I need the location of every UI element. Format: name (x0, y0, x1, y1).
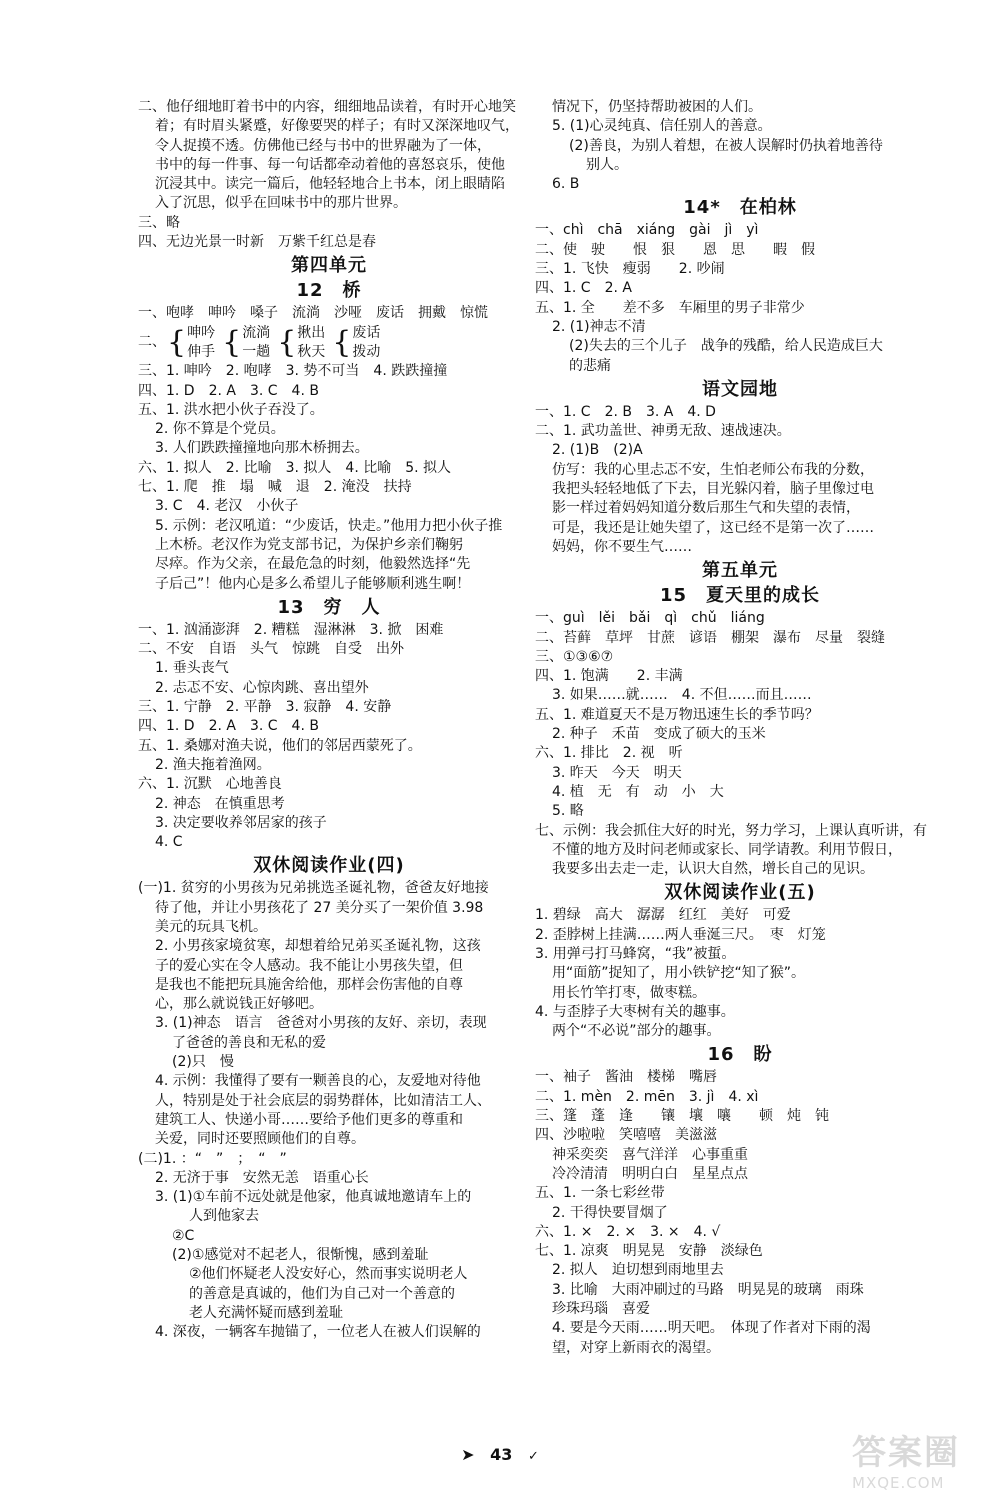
answer-line: 两个“不必说”部分的趣事。 (552, 1023, 721, 1040)
answer-line: 的悲痛 (569, 357, 611, 374)
answer-line: 3. C 4. 老汉 小伙子 (155, 498, 299, 515)
answer-line: 6. B (552, 176, 580, 193)
watermark-text: 答案圈 (852, 1433, 960, 1473)
word: 呻吟 (187, 324, 216, 341)
answer-line: 关爱，同时还要照顾他们的自尊。 (155, 1131, 365, 1148)
answer-line: 2. 无济于事 安然无恙 语重心长 (155, 1169, 369, 1186)
answer-line: 心，那么就说钱正好够吧。 (155, 996, 323, 1013)
answer-line: 5. 略 (552, 803, 584, 820)
answer-line: 四、沙啦啦 笑嘻嘻 美滋滋 (535, 1127, 717, 1144)
answer-line: 四、1. D 2. A 3. C 4. B (138, 718, 319, 735)
answer-line: 3. 如果……就…… 4. 不但……而且…… (552, 687, 812, 704)
answer-line: 是我也不能把玩具施舍给他，那样会伤害他的自尊 (155, 976, 463, 993)
answer-line: 着；有时眉头紧蹙，好像要哭的样子；有时又深深地叹气， (155, 118, 519, 135)
word: 伸手 (187, 343, 216, 360)
answer-prefix: 二、 (138, 334, 166, 351)
answer-line: 4. 与歪脖子大枣树有关的趣事。 (535, 1003, 735, 1020)
decoration-icon: ✓ (527, 1449, 539, 1464)
word: 秋天 (297, 343, 326, 360)
answer-line: 三、1. 宁静 2. 平静 3. 寂静 4. 安静 (138, 699, 392, 716)
answer-line: 三、略 (138, 214, 180, 231)
answer-line: 五、1. 难道夏天不是万物迅速生长的季节吗？ (535, 706, 819, 723)
section-heading: 16 盼 (707, 1044, 773, 1066)
left-column (138, 98, 520, 1343)
answer-line: 不懂的地方及时问老师或家长、同学请教。利用节假日， (552, 841, 902, 858)
answer-line: 沉浸其中。读完一篇后，他轻轻地合上书本，闭上眼睛陷 (155, 176, 505, 193)
answer-line: 1. 垂头丧气 (155, 660, 229, 677)
answer-line: 一、咆哮 呻吟 嗓子 流淌 沙哑 废话 拥戴 惊慌 (138, 305, 488, 322)
answer-line: 建筑工人、快递小哥……要给予他们更多的尊重和 (155, 1111, 463, 1128)
word-pair (242, 324, 270, 363)
section-heading: 语文园地 (702, 378, 778, 400)
word: 废话 (352, 324, 381, 341)
answer-line: 了爸爸的善良和无私的爱 (172, 1034, 326, 1051)
answer-line: 2. (1)神志不清 (552, 318, 646, 335)
answer-line: 尽瘁。作为父亲，在最危急的时刻，他毅然选择“先 (155, 556, 471, 573)
answer-line: 三、①③⑥⑦ (535, 648, 614, 665)
answer-line: 老人充满怀疑而感到羞耻 (189, 1304, 343, 1321)
answer-line: 妈妈，你不要生气…… (552, 538, 692, 555)
section-heading: 12 桥 (296, 280, 362, 302)
answer-line: 2. 忐忑不安、心惊肉跳、喜出望外 (155, 679, 369, 696)
answer-line: 2. 拟人 迫切想到雨地里去 (552, 1262, 724, 1279)
answer-line: 五、1. 一条七彩丝带 (535, 1185, 665, 1202)
answer-line: 六、1. 排比 2. 视 听 (535, 745, 683, 762)
answer-line: 六、1. 沉默 心地善良 (138, 776, 282, 793)
answer-line: 仿写：我的心里忐忑不安，生怕老师公布我的分数， (552, 461, 874, 478)
section-heading: 双休阅读作业(四) (253, 855, 405, 877)
answer-line: 一、guì lěi bǎi qì chǔ liáng (535, 610, 765, 627)
answer-line: 2. 干得快要冒烟了 (552, 1204, 668, 1221)
answer-line: 三、1. 呻吟 2. 咆哮 3. 势不可当 4. 跌跌撞撞 (138, 363, 448, 380)
answer-line: 2. (1)B (2)A (552, 442, 643, 459)
answer-line: 神采奕奕 喜气洋洋 心事重重 (552, 1146, 748, 1163)
answer-line: 三、1. 飞快 瘦弱 2. 吵闹 (535, 261, 725, 278)
section-heading: 双休阅读作业(五) (664, 882, 816, 904)
answer-line: 2. 种子 禾苗 变成了硕大的玉米 (552, 726, 766, 743)
answer-line: 书中的每一件事、每一句话都牵动着他的喜怒哀乐，使他 (155, 156, 505, 173)
answer-line: 3. 比喻 大雨冲刷过的马路 明晃晃的玻璃 雨珠 (552, 1281, 864, 1298)
answer-line: 七、1. 凉爽 明晃晃 安静 淡绿色 (535, 1243, 763, 1260)
bracket-answer-row (138, 324, 520, 363)
answer-line: 六、1. 拟人 2. 比喻 3. 拟人 4. 比喻 5. 拟人 (138, 459, 452, 476)
section-heading: 第四单元 (291, 255, 367, 277)
answer-line: 2. 神态 在慎重思考 (155, 795, 285, 812)
answer-line: 一、chì chā xiáng gài jì yì (535, 222, 759, 239)
answer-line: 五、1. 全 差不多 车厢里的男子非常少 (535, 299, 805, 316)
answer-line: 人到他家去 (189, 1208, 259, 1225)
answer-line: 四、1. D 2. A 3. C 4. B (138, 382, 319, 399)
answer-line: (2)只 慢 (172, 1054, 234, 1071)
brace-glyph: { (167, 324, 187, 360)
answer-line: 4. 示例：我懂得了要有一颗善良的心，友爱地对待他 (155, 1073, 481, 1090)
answer-line: 人，特别是处于社会底层的弱势群体，比如清洁工人、 (155, 1092, 491, 1109)
answer-line: 子的爱心实在令人感动。我不能让小男孩失望，但 (155, 957, 463, 974)
answer-line: 3. 人们跌跌撞撞地向那木桥拥去。 (155, 440, 369, 457)
answer-line: (二)1. ：“ ” ； “ ” (138, 1150, 287, 1167)
answer-line: 我要多出去走一走，认识大自然，增长自己的见识。 (552, 861, 874, 878)
watermark-url: MXQE.COM (852, 1474, 945, 1492)
answer-line: 4. 植 无 有 动 小 大 (552, 783, 724, 800)
answer-line: 珍珠玛瑙 喜爱 (552, 1301, 650, 1318)
page-number: 43 (490, 1445, 513, 1464)
arrow-icon: ➤ (461, 1445, 475, 1464)
answer-line: 3. 决定要收养邻居家的孩子 (155, 814, 327, 831)
answer-line: 一、1. C 2. B 3. A 4. D (535, 403, 716, 420)
answer-line: ②C (172, 1227, 195, 1244)
answer-line: 二、1. 武功盖世、神勇无敌、速战速决。 (535, 423, 791, 440)
answer-line: 情况下，仍坚持帮助被困的人们。 (552, 99, 762, 115)
answer-line: 的善意是真诚的，他们为自己对一个善意的 (189, 1285, 455, 1302)
answer-line: 七、示例：我会抓住大好的时光，努力学习，上课认真听讲，有 (535, 822, 927, 839)
answer-line: 影一样过着妈妈知道分数后那生气和失望的表情， (552, 500, 860, 517)
answer-line: 三、篷 蓬 逢 镶 壤 嚷 顿 炖 钝 (535, 1108, 829, 1125)
answer-line: 四、无边光景一时新 万紫千红总是春 (138, 234, 376, 251)
answer-line: 望，对穿上新雨衣的渴望。 (552, 1339, 720, 1356)
word: 拨动 (352, 343, 381, 360)
answer-line: 入了沉思，似乎在回味书中的那片世界。 (155, 195, 407, 212)
answer-line: 4. 要是今天雨……明天吧。 体现了作者对下雨的渴 (552, 1320, 871, 1337)
answer-line: 用“面筋”捉知了，用小铁铲挖“知了猴”。 (552, 965, 806, 982)
brace-glyph: { (277, 324, 297, 360)
answer-line: 六、1. × 2. × 3. × 4. √ (535, 1223, 721, 1240)
answer-line: 1. 碧绿 高大 潺潺 红红 美好 可爱 (535, 907, 791, 924)
answer-line: 我把头轻轻地低了下去，目光躲闪着，脑子里像过电 (552, 481, 874, 498)
answer-line: 用长竹竿打枣，做枣糕。 (552, 984, 706, 1001)
answer-line: 二、不安 自语 头气 惊跳 自受 出外 (138, 641, 404, 658)
answer-line: 上木桥。老汉作为党支部书记，为保护乡亲们鞠躬 (155, 536, 463, 553)
brace-glyph: { (222, 324, 242, 360)
answer-line: (一)1. 贫穷的小男孩为兄弟挑选圣诞礼物，爸爸友好地接 (138, 880, 489, 897)
answer-line: 一、袖子 酱油 楼梯 嘴唇 (535, 1069, 717, 1086)
answer-line: 3. (1)神态 语言 爸爸对小男孩的友好、亲切，表现 (155, 1015, 487, 1032)
answer-line: (2)失去的三个儿子 战争的残酷，给人民造成巨大 (569, 338, 883, 355)
answer-line: 一、1. 汹涌澎湃 2. 糟糕 湿淋淋 3. 掀 困难 (138, 621, 444, 638)
right-column (535, 98, 945, 1358)
answer-line: (2)善良，为别人着想，在被人误解时仍执着地善待 (569, 137, 883, 154)
answer-line: (2)①感觉对不起老人，很惭愧，感到羞耻 (172, 1247, 429, 1264)
answer-line: 5. (1)心灵纯真、信任别人的善意。 (552, 118, 772, 135)
word-pair (187, 324, 215, 363)
answer-line: 4. 深夜，一辆客车抛锚了，一位老人在被人们误解的 (155, 1324, 481, 1341)
word: 一趟 (242, 343, 271, 360)
answer-line: 五、1. 桑娜对渔夫说，他们的邻居西蒙死了。 (138, 737, 422, 754)
answer-line: 二、苔藓 草坪 甘蔗 谚语 棚架 瀑布 尽量 裂缝 (535, 629, 885, 646)
answer-line: 二、1. mèn 2. mēn 3. jì 4. xì (535, 1088, 759, 1105)
answer-line: 5. 示例：老汉吼道：“少废话，快走。”他用力把小伙子推 (155, 517, 503, 534)
word-pair (297, 324, 325, 363)
answer-line: 四、1. C 2. A (535, 280, 632, 297)
answer-line: 别人。 (586, 156, 628, 173)
answer-line: 3. (1)①车前不远处就是他家，他真诚地邀请车上的 (155, 1189, 472, 1206)
answer-line: 冷冷清清 明明白白 星星点点 (552, 1165, 748, 1182)
section-heading: 15 夏天里的成长 (659, 585, 821, 607)
answer-line: 可是，我还是让她失望了，这已经不是第一次了…… (552, 519, 874, 536)
watermark-logo (852, 1425, 992, 1495)
answer-line: 二、使 驶 恨 狠 恩 思 暇 假 (535, 241, 815, 258)
section-heading: 13 穷 人 (277, 596, 381, 618)
answer-line: 2. 渔夫拖着渔网。 (155, 756, 271, 773)
answer-line: 3. 昨天 今天 明天 (552, 764, 682, 781)
answer-line: 3. 用弹弓打马蜂窝，“我”被蜇。 (535, 945, 736, 962)
page-footer (0, 1445, 1000, 1464)
answer-line: 令人捉摸不透。仿佛他已经与书中的世界融为了一体， (155, 137, 491, 154)
answer-line: 待了他，并让小男孩花了 27 美分买了一架价值 3.98 (155, 899, 484, 916)
word: 揪出 (297, 324, 326, 341)
answer-line: ②他们怀疑老人没安好心，然而事实说明老人 (189, 1266, 468, 1283)
answer-line: 七、1. 爬 推 塌 喊 退 2. 淹没 扶持 (138, 479, 412, 496)
answer-line: 2. 小男孩家境贫寒，却想着给兄弟买圣诞礼物，这孩 (155, 938, 481, 955)
answer-line: 四、1. 饱满 2. 丰满 (535, 668, 683, 685)
brace-glyph: { (332, 324, 352, 360)
answer-line: 二、他仔细地盯着书中的内容，细细地品读着，有时开心地笑 (138, 99, 516, 115)
word-pair (352, 324, 380, 363)
section-heading: 14* 在柏林 (683, 197, 797, 219)
answer-line: 2. 歪脖树上挂满……两人垂涎三尺。 枣 灯笼 (535, 926, 826, 943)
answer-line: 子后己”！他内心是多么希望儿子能够顺利逃生啊！ (155, 575, 471, 592)
answer-line: 五、1. 洪水把小伙子吞没了。 (138, 401, 324, 418)
word: 流淌 (242, 324, 271, 341)
answer-line: 美元的玩具飞机。 (155, 918, 267, 935)
answer-line: 2. 你不算是个党员。 (155, 421, 285, 438)
answer-line: 4. C (155, 834, 183, 851)
section-heading: 第五单元 (702, 560, 778, 582)
